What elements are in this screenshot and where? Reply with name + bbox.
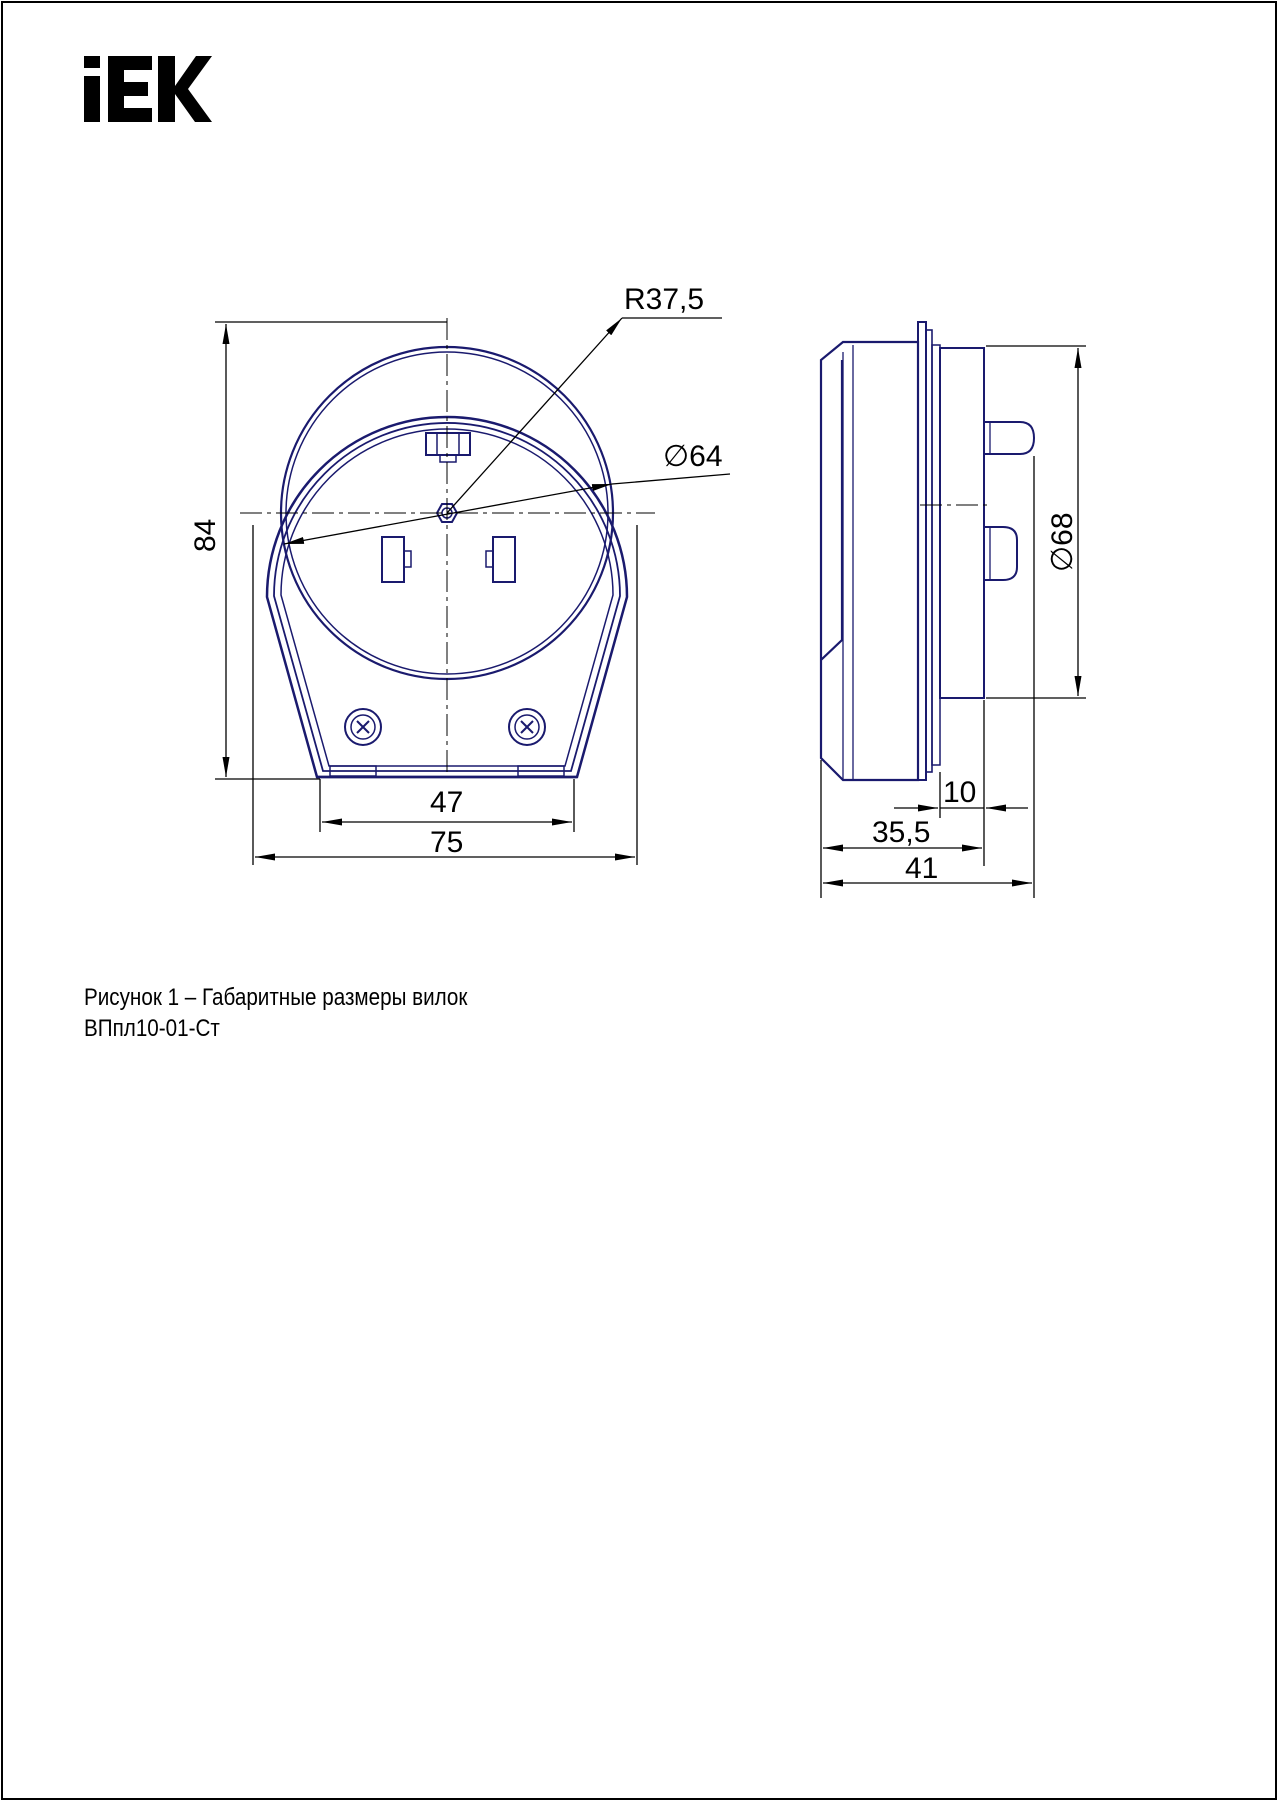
dim-total-width: 75: [430, 826, 464, 859]
caption-line-2: ВПпл10-01-Ст: [84, 1015, 220, 1042]
dim-body-depth: 35,5: [872, 816, 931, 849]
dim-base-width: 47: [430, 786, 464, 819]
front-dimension-lines: [215, 318, 730, 865]
side-dimension-lines: [821, 346, 1086, 898]
caption-line-1: Рисунок 1 – Габаритные размеры вилок: [84, 984, 468, 1011]
dim-pin-length: 10: [943, 776, 977, 809]
side-view: [821, 322, 1034, 780]
dim-radius: R37,5: [624, 283, 705, 316]
figure-caption: [84, 982, 467, 1044]
dim-pin-circle-diameter: ∅68: [1046, 512, 1079, 572]
dim-height: 84: [189, 518, 222, 552]
dim-inner-diameter: ∅64: [663, 440, 723, 473]
dim-total-depth: 41: [905, 852, 939, 885]
front-centre-lines: [240, 318, 655, 777]
